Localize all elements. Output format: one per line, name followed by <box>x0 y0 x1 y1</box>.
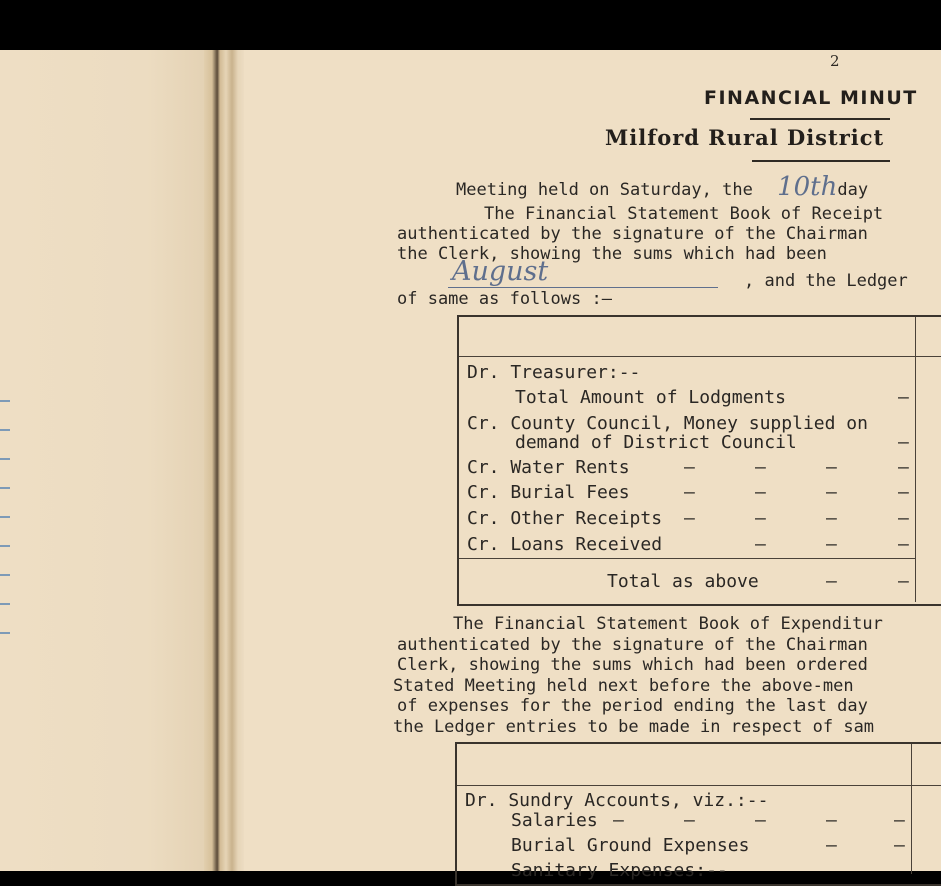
leader-dash: – <box>755 810 766 831</box>
left-page <box>0 50 210 871</box>
expenditure-line-6: the Ledger entries to be made in respect of sam <box>393 717 875 737</box>
leader-dash: – <box>826 810 837 831</box>
expenditure-line-5: of expenses for the period ending the last day <box>397 696 868 716</box>
receipts-line-4: , and the Ledger <box>744 271 908 291</box>
expenditure-line-1: The Financial Statement Book of Expenditur <box>453 614 883 634</box>
leader-dash: – <box>755 482 766 503</box>
leader-dash: – <box>755 457 766 478</box>
month-underline <box>448 287 718 288</box>
meeting-suffix: day <box>837 180 869 200</box>
receipts-row-burial-fees: Cr. Burial Fees <box>467 482 630 503</box>
receipts-line-2: authenticated by the signature of the Chairman <box>397 224 868 244</box>
expenditure-line-2: authenticated by the signature of the Chairman <box>397 635 868 655</box>
expenditure-line-4: Stated Meeting held next before the above-men <box>393 676 854 696</box>
meeting-prefix: Meeting held on Saturday, the <box>456 180 753 200</box>
receipts-row-lodgments: Total Amount of Lodgments <box>515 387 786 408</box>
page-number: 2 <box>830 52 840 70</box>
leader-dash: – <box>613 810 624 831</box>
expenditure-row-sundry: Dr. Sundry Accounts, viz.:-- <box>465 790 769 811</box>
book-spine-gutter <box>204 50 244 871</box>
leader-dash: – <box>755 534 766 555</box>
leader-dash: – <box>894 835 905 856</box>
expenditure-row-salaries: Salaries <box>511 810 598 831</box>
leader-dash: – <box>898 534 909 555</box>
leader-dash: – <box>826 482 837 503</box>
leader-dash: – <box>826 835 837 856</box>
leader-dash: – <box>684 508 695 529</box>
leader-dash: – <box>898 457 909 478</box>
leader-dash: – <box>684 482 695 503</box>
receipts-line-5: of same as follows :— <box>397 289 612 309</box>
top-black-band <box>0 0 941 50</box>
receipts-row-other-receipts: Cr. Other Receipts <box>467 508 663 529</box>
leader-dash: – <box>684 457 695 478</box>
handwritten-month: August <box>452 256 549 287</box>
leader-dash: – <box>898 482 909 503</box>
receipts-row-water-rents: Cr. Water Rents <box>467 457 630 478</box>
leader-dash: – <box>898 432 909 453</box>
receipts-row-loans: Cr. Loans Received <box>467 534 663 555</box>
leader-dash: – <box>898 508 909 529</box>
meeting-line <box>456 172 868 202</box>
receipts-line-1: The Financial Statement Book of Receipt <box>484 204 884 224</box>
leader-dash: – <box>684 810 695 831</box>
receipts-row-county-council: Cr. County Council, Money supplied on <box>467 413 868 434</box>
document-heading: FINANCIAL MINUT <box>704 87 918 109</box>
receipts-line-3: the Clerk, showing the sums which had been <box>397 244 827 264</box>
council-name: Milford Rural District <box>605 125 885 150</box>
receipts-row-county-council-cont: demand of District Council <box>515 432 797 453</box>
leader-dash: – <box>826 534 837 555</box>
expenditure-line-3: Clerk, showing the sums which had been ordered <box>397 655 868 675</box>
expenditure-row-burial-ground: Burial Ground Expenses <box>511 835 750 856</box>
leader-dash: – <box>898 387 909 408</box>
leader-dash: – <box>826 571 837 592</box>
leader-dash: – <box>826 508 837 529</box>
expenditure-row-sanitary: Sanitary Expenses:-- <box>511 860 728 881</box>
leader-dash: – <box>894 810 905 831</box>
council-rule <box>752 160 890 162</box>
left-page-edge-marks <box>0 400 20 670</box>
handwritten-day: 10th <box>777 172 838 202</box>
heading-rule <box>750 118 890 120</box>
leader-dash: – <box>755 508 766 529</box>
leader-dash: – <box>826 457 837 478</box>
leader-dash: – <box>898 571 909 592</box>
receipts-row-treasurer: Dr. Treasurer:-- <box>467 362 641 383</box>
receipts-row-total: Total as above <box>607 571 759 592</box>
